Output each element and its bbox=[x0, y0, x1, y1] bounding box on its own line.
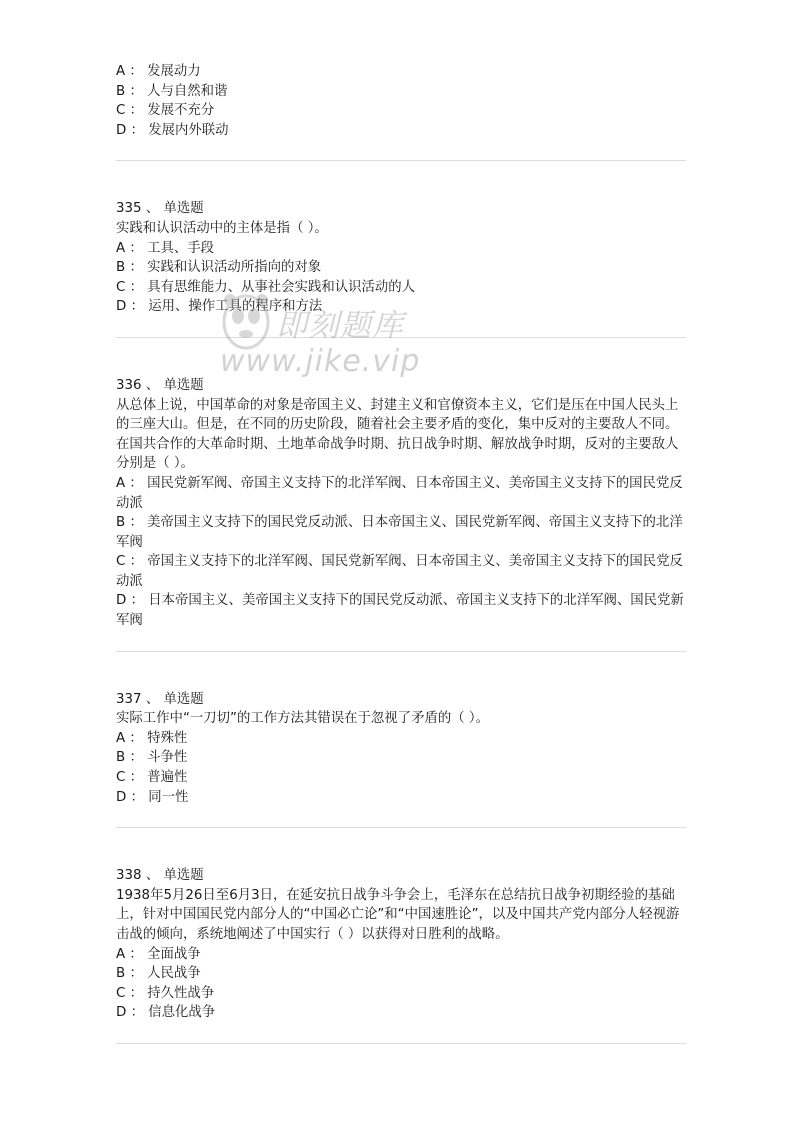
option-c: C ： 具有思维能力、从事社会实践和认识活动的人 bbox=[116, 279, 416, 295]
option-c: C ： 发展不充分 bbox=[116, 103, 215, 119]
question-header: 335 、 单选题 bbox=[116, 201, 204, 217]
question-header: 338 、 单选题 bbox=[116, 868, 204, 884]
question-stem: 从总体上说，中国革命的对象是帝国主义、封建主义和官僚资本主义，它们是压在中国人民头上的三座大山。但是，在不同的历史阶段，随着社会主要矛盾的变化，集中反对的主要敌人不同。在国共合作的大革命时期、土地革命战争时期、抗日战争时期、解放战争时期，反对的主要敌人分别是（ ）。 bbox=[116, 397, 679, 472]
watermark-brand: 即刻题库 bbox=[276, 308, 404, 344]
divider bbox=[116, 1043, 686, 1044]
option-d: D ： 发展内外联动 bbox=[116, 122, 229, 138]
question-337 bbox=[116, 690, 686, 808]
question-header: 336 、 单选题 bbox=[116, 377, 204, 393]
option-b: B ： 美帝国主义支持下的国民党反动派、日本帝国主义、国民党新军阀、帝国主义支持下的北洋军阀 bbox=[116, 515, 683, 550]
option-b: B ： 人民战争 bbox=[116, 966, 201, 982]
option-d: D ： 日本帝国主义、美帝国主义支持下的国民党反动派、帝国主义支持下的北洋军阀、国民党新军阀 bbox=[116, 593, 684, 629]
watermark-url: www.jike.vip bbox=[220, 344, 421, 379]
option-b: B ： 人与自然和谐 bbox=[116, 83, 228, 99]
option-a: A ： 工具、手段 bbox=[116, 240, 215, 256]
option-d: D ： 同一性 bbox=[116, 789, 189, 805]
question-stem: 实际工作中“一刀切”的工作方法其错误在于忽视了矛盾的（ ）。 bbox=[116, 711, 489, 727]
option-a: A ： 全面战争 bbox=[116, 946, 201, 962]
option-a: A ： 特殊性 bbox=[116, 730, 188, 746]
option-a: A ： 发展动力 bbox=[116, 64, 201, 79]
option-c: C ： 帝国主义支持下的北洋军阀、国民党新军阀、日本帝国主义、美帝国主义支持下的国民党反动派 bbox=[116, 554, 683, 589]
option-a: A ： 国民党新军阀、帝国主义支持下的北洋军阀、日本帝国主义、美帝国主义支持下的国民党反动派 bbox=[116, 475, 683, 511]
option-c: C ： 普遍性 bbox=[116, 770, 188, 786]
question-335 bbox=[116, 199, 686, 317]
option-c: C ： 持久性战争 bbox=[116, 985, 215, 1001]
option-b: B ： 斗争性 bbox=[116, 750, 188, 766]
question-338 bbox=[116, 866, 686, 1023]
option-d: D ： 信息化战争 bbox=[116, 1005, 216, 1021]
options-list bbox=[116, 62, 686, 140]
question-stem: 实践和认识活动中的主体是指（ ）。 bbox=[116, 220, 328, 236]
question-header: 337 、 单选题 bbox=[116, 691, 204, 707]
document-page bbox=[116, 62, 686, 1044]
question-336 bbox=[116, 376, 686, 631]
question-stem: 1938年5月26日至6月3日，在延安抗日战争斗争会上，毛泽东在总结抗日战争初期经验的基础上，针对中国国民党内部分人的“中国必亡论”和“中国速胜论”，以及中国共产党内部分人轻视游击战的倾向，系统地阐述了中国实行（ ）以获得对日胜利的战略。 bbox=[116, 887, 680, 942]
option-d: D ： 运用、操作工具的程序和方法 bbox=[116, 299, 323, 315]
option-b: B ： 实践和认识活动所指向的对象 bbox=[116, 260, 322, 276]
